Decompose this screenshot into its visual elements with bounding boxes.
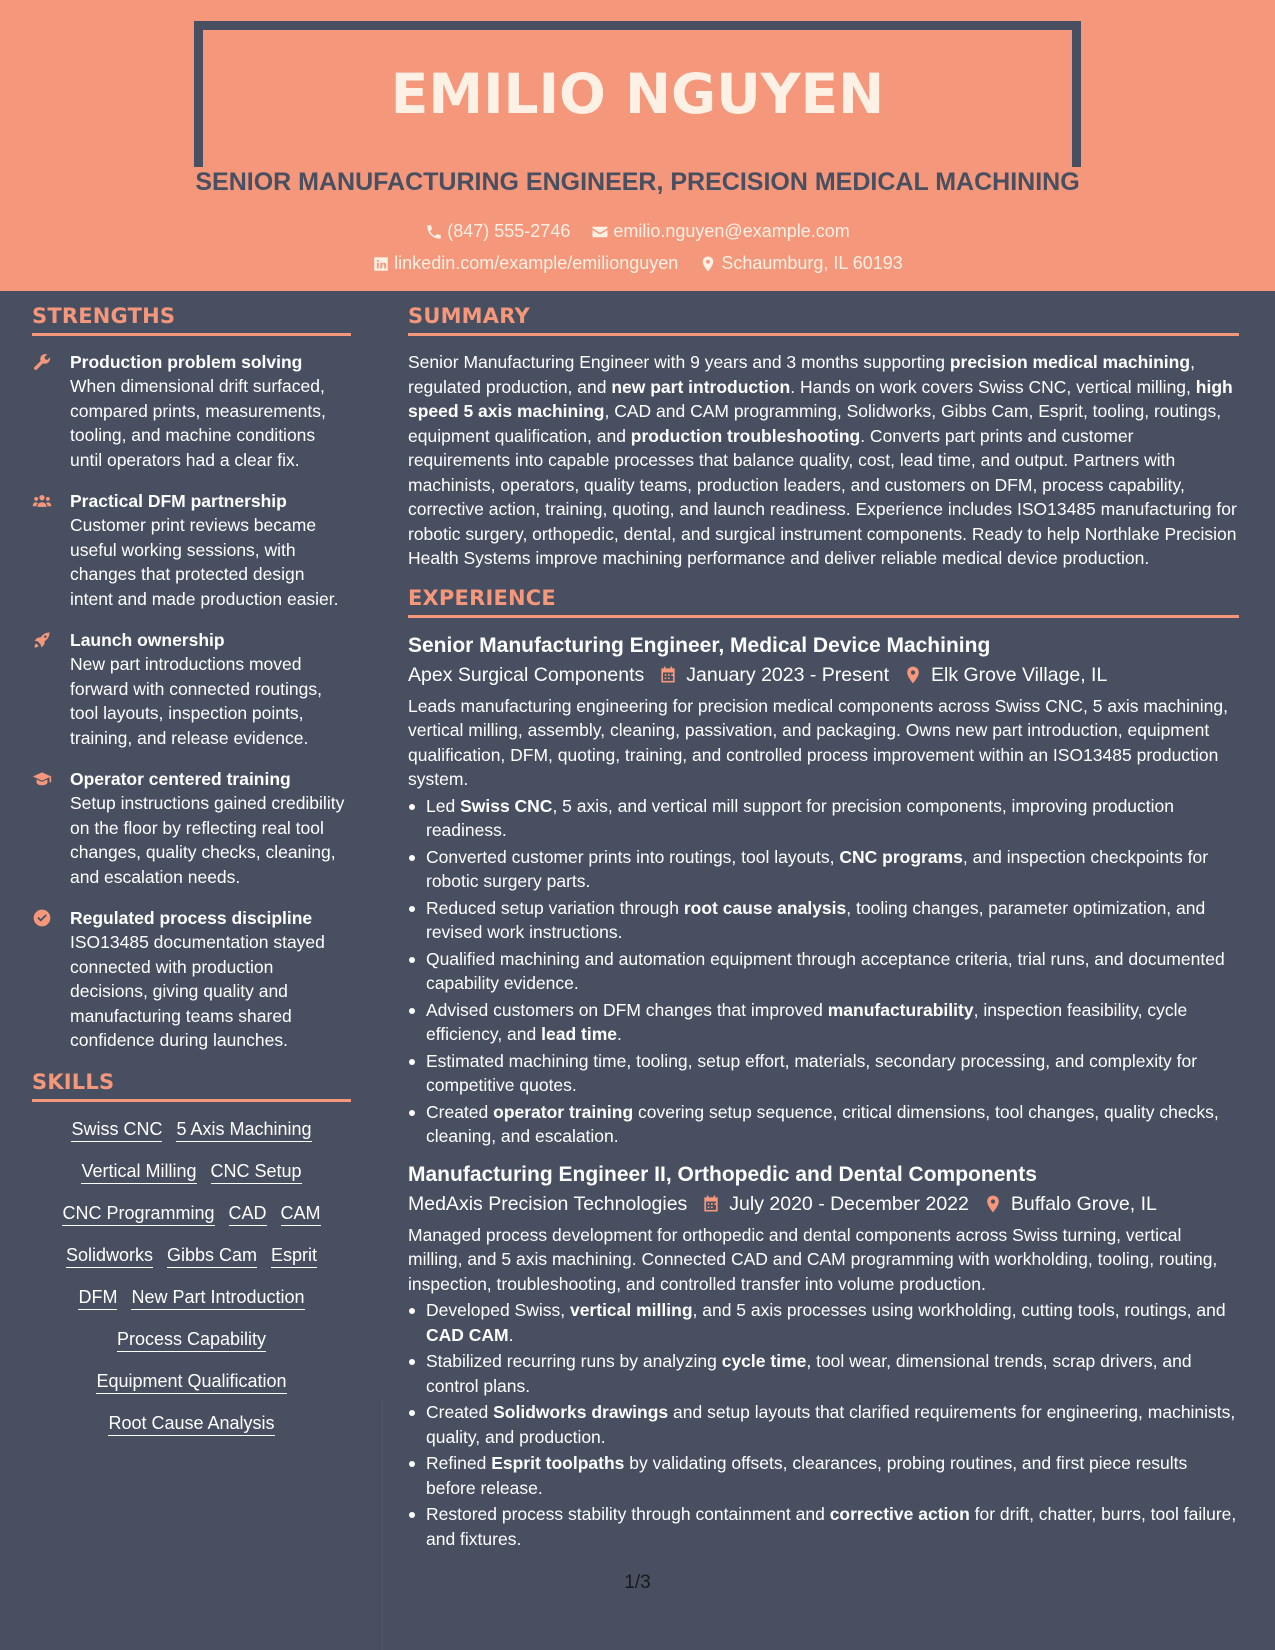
strength-title: Regulated process discipline xyxy=(70,908,313,928)
phone-contact[interactable] xyxy=(425,221,570,242)
strength-item xyxy=(32,350,351,472)
job-bullet: Developed Swiss, vertical milling, and 5 axis processes using workholding, cutting tools, routings, and CAD CAM. xyxy=(408,1298,1239,1347)
linkedin-contact[interactable] xyxy=(372,253,678,274)
strength-description: New part introductions moved forward with connected routings, tool layouts, inspection points, training, and release evidence. xyxy=(70,654,322,748)
job-meta xyxy=(408,660,1239,690)
skills-heading: SKILLS xyxy=(32,1070,351,1102)
skill-tag: New Part Introduction xyxy=(131,1286,304,1310)
email-text: emilio.nguyen@example.com xyxy=(613,221,850,241)
strength-title: Practical DFM partnership xyxy=(70,491,287,511)
contact-row-2 xyxy=(0,253,1275,278)
skill-row xyxy=(32,1118,351,1142)
strength-description: When dimensional drift surfaced, compared prints, measurements, tooling, and machine conditions until operators had a clear fix. xyxy=(70,376,326,470)
calendar-icon xyxy=(658,665,678,685)
rocket-icon xyxy=(32,630,52,650)
skill-tag: Root Cause Analysis xyxy=(108,1412,274,1436)
job-bullet: Converted customer prints into routings, tool layouts, CNC programs, and inspection checkpoints for robotic surgery parts. xyxy=(408,845,1239,894)
strengths-list xyxy=(32,350,351,1053)
candidate-name: EMILIO NGUYEN xyxy=(390,62,885,126)
skill-row xyxy=(32,1244,351,1268)
job-role: Manufacturing Engineer II, Orthopedic and Dental Components xyxy=(408,1162,1037,1186)
strength-title: Operator centered training xyxy=(70,769,291,789)
strength-item xyxy=(32,489,351,611)
skill-tag: Esprit xyxy=(271,1244,317,1268)
email-contact[interactable] xyxy=(591,221,849,242)
strength-item xyxy=(32,767,351,889)
check-circle-icon xyxy=(32,908,52,928)
skill-tag: Solidworks xyxy=(66,1244,153,1268)
job-bullet: Reduced setup variation through root cause analysis, tooling changes, parameter optimization, and revised work instructions. xyxy=(408,896,1239,945)
users-icon xyxy=(32,491,52,511)
skill-row xyxy=(32,1202,351,1226)
skill-tag: CAM xyxy=(281,1202,321,1226)
job-bullet: Stabilized recurring runs by analyzing cycle time, tool wear, dimensional trends, scrap drivers, and control plans. xyxy=(408,1349,1239,1398)
job-entry xyxy=(408,632,1239,1149)
skill-row xyxy=(32,1412,351,1436)
skill-tag: 5 Axis Machining xyxy=(176,1118,311,1142)
job-bullet: Refined Esprit toolpaths by validating offsets, clearances, probing routines, and first piece results before release. xyxy=(408,1451,1239,1500)
location-contact xyxy=(699,253,902,274)
skill-tag: CAD xyxy=(229,1202,267,1226)
skill-tag: Vertical Milling xyxy=(81,1160,196,1184)
job-entry xyxy=(408,1161,1239,1552)
skill-tag: Swiss CNC xyxy=(71,1118,162,1142)
page-number: 1/3 xyxy=(624,1572,651,1593)
skill-row xyxy=(32,1328,351,1352)
strength-title: Launch ownership xyxy=(70,630,225,650)
summary-text: Senior Manufacturing Engineer with 9 years and 3 months supporting precision medical machining, regulated production, and new part introduction. Hands on work covers Swiss CNC, vertical milling, high speed 5 axis machining, CAD and CAM programming, Solidworks, Gibbs Cam, Esprit, tooling, routings, equipment qualification, and production troubleshooting. Converts part prints and customer requirements into capable processes that balance quality, cost, lead time, and output. Partners with machinists, operators, quality teams, production leaders, and customers on DFM, process capability, corrective action, training, quoting, and launch readiness. Experience includes ISO13485 manufacturing for robotic surgery, orthopedic, dental, and surgical instrument components. Ready to help Northlake Precision Health Systems improve machining performance and deliver reliable medical device production. xyxy=(408,352,1237,568)
skills-list xyxy=(32,1116,351,1436)
job-bullets xyxy=(408,1298,1239,1551)
linkedin-text: linkedin.com/example/emilionguyen xyxy=(394,253,679,273)
job-bullets xyxy=(408,794,1239,1149)
summary-heading: SUMMARY xyxy=(408,304,1239,336)
jobs-list xyxy=(408,632,1239,1552)
resume-header xyxy=(0,0,1275,291)
experience-heading: EXPERIENCE xyxy=(408,586,1239,618)
skill-tag: DFM xyxy=(78,1286,117,1310)
map-pin-icon xyxy=(903,665,923,685)
envelope-icon xyxy=(591,223,609,241)
job-description: Managed process development for orthopedic and dental components across Swiss turning, vertical milling, and 5 axis machining. Connected CAD and CAM programming with workholding, tooling, routing, inspection, troubleshooting, and controlled transfer into volume production. xyxy=(408,1224,1218,1294)
skill-tag: CNC Setup xyxy=(211,1160,302,1184)
column-divider xyxy=(382,1400,383,1650)
strength-description: ISO13485 documentation stayed connected with production decisions, giving quality and manufacturing teams shared confidence during launches. xyxy=(70,932,325,1050)
job-bullet: Estimated machining time, tooling, setup effort, materials, secondary processing, and complexity for competitive quotes. xyxy=(408,1049,1239,1098)
skill-tag: Equipment Qualification xyxy=(96,1370,286,1394)
skill-row xyxy=(32,1286,351,1310)
headline-title: SENIOR MANUFACTURING ENGINEER, PRECISION MEDICAL MACHINING xyxy=(195,168,1080,196)
left-column xyxy=(32,304,351,1454)
linkedin-icon xyxy=(372,255,390,273)
skill-row xyxy=(32,1370,351,1394)
job-dates: January 2023 - Present xyxy=(686,663,889,686)
calendar-icon xyxy=(701,1194,721,1214)
job-bullet: Qualified machining and automation equipment through acceptance criteria, trial runs, and documented capability evidence. xyxy=(408,947,1239,996)
job-company: MedAxis Precision Technologies xyxy=(408,1192,688,1215)
job-meta xyxy=(408,1189,1239,1219)
phone-text: (847) 555-2746 xyxy=(447,221,571,241)
job-location: Buffalo Grove, IL xyxy=(1010,1192,1157,1215)
map-pin-icon xyxy=(983,1194,1003,1214)
strength-title: Production problem solving xyxy=(70,352,303,372)
strength-description: Customer print reviews became useful working sessions, with changes that protected design intent and made production easier. xyxy=(70,515,339,609)
skill-tag: CNC Programming xyxy=(62,1202,214,1226)
strengths-heading: STRENGTHS xyxy=(32,304,351,336)
strength-description: Setup instructions gained credibility on the floor by reflecting real tool changes, quality checks, cleaning, and escalation needs. xyxy=(70,793,345,887)
job-bullet: Restored process stability through containment and corrective action for drift, chatter, burrs, tool failure, and fixtures. xyxy=(408,1502,1239,1551)
job-role: Senior Manufacturing Engineer, Medical Device Machining xyxy=(408,633,991,657)
job-bullet: Created operator training covering setup sequence, critical dimensions, tool changes, quality checks, cleaning, and escalation. xyxy=(408,1100,1239,1149)
phone-icon xyxy=(425,223,443,241)
job-bullet: Led Swiss CNC, 5 axis, and vertical mill support for precision components, improving production readiness. xyxy=(408,794,1239,843)
job-description: Leads manufacturing engineering for precision medical components across Swiss CNC, 5 axis machining, vertical milling, assembly, cleaning, passivation, and packaging. Owns new part introduction, equipment qualification, DFM, quoting, training, and controlled process improvement within an ISO13485 production system. xyxy=(408,695,1228,789)
job-bullet: Advised customers on DFM changes that improved manufacturability, inspection feasibility, cycle efficiency, and lead time. xyxy=(408,998,1239,1047)
skill-tag: Gibbs Cam xyxy=(167,1244,257,1268)
right-column xyxy=(408,304,1239,1563)
job-location: Elk Grove Village, IL xyxy=(931,663,1108,686)
map-pin-icon xyxy=(699,255,717,273)
contact-row-1 xyxy=(0,221,1275,246)
skill-row xyxy=(32,1160,351,1184)
job-dates: July 2020 - December 2022 xyxy=(729,1192,969,1215)
strength-item xyxy=(32,628,351,750)
wrench-icon xyxy=(32,352,52,372)
job-bullet: Created Solidworks drawings and setup layouts that clarified requirements for engineering, machinists, quality, and production. xyxy=(408,1400,1239,1449)
skill-tag: Process Capability xyxy=(117,1328,266,1352)
graduation-cap-icon xyxy=(32,769,52,789)
strength-item xyxy=(32,906,351,1053)
job-company: Apex Surgical Components xyxy=(408,663,645,686)
location-text: Schaumburg, IL 60193 xyxy=(721,253,903,273)
